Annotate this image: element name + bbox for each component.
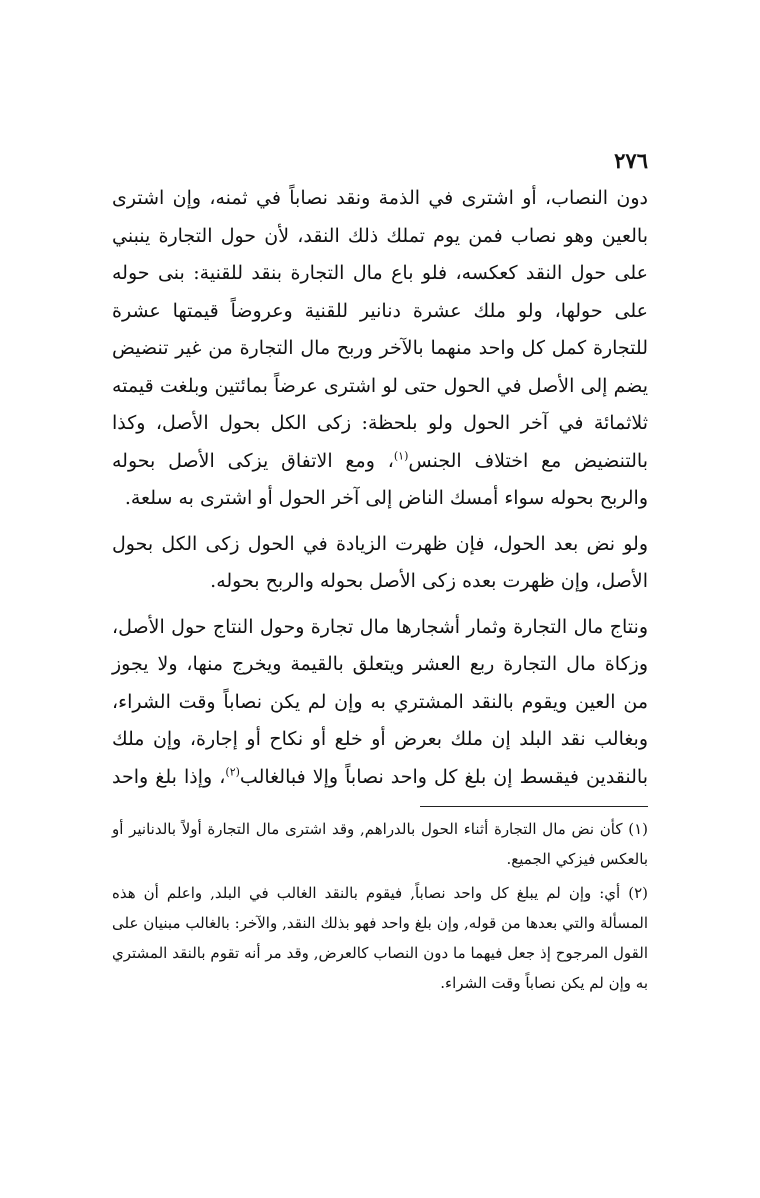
footnotes <box>112 814 648 1002</box>
footnote-2: (٢) أي: وإن لم يبلغ كل واحد نصاباً, فيقوم بالنقد الغالب في البلد, واعلم أن هذه المسألة والتي بعدها من قوله, وإن بلغ واحد فهو بذلك النقد, والآخر: بالغالب مبنيان على القول المرجوح إذ جعل فيهما ما دون النصاب كالعرض, وقد مر أنه تقوم بالنقد المشتري به وإن لم يكن نصاباً وقت الشراء. <box>112 884 648 992</box>
page-number: ٢٧٦ <box>614 148 648 173</box>
paragraph-1 <box>112 180 648 518</box>
paragraph-1-text-a: دون النصاب، أو اشترى في الذمة ونقد نصاباً في ثمنه، وإن اشترى بالعين وهو نصاب فمن يوم تملك ذلك النقد، لأن حول التجارة ينبني على حول النقد كعكسه، فلو باع مال التجارة بنقد للقنية: بنى حوله على حولها، ولو ملك عشرة دنانير للقنية وعروضاً قيمتها عشرة للتجارة كمل كل واحد منهما بالآخر وربح مال التجارة من غير تنضيض يضم إلى الأصل في الحول حتى لو اشترى عرضاً بمائتين وبلغت قيمته ثلاثمائة في آخر الحول ولو بلحظة: زكى الكل بحول الأصل، وكذا بالتنضيض مع اختلاف الجنس <box>112 187 648 472</box>
paragraph-1-text-b: ، ومع الاتفاق يزكى الأصل بحوله والربح بحوله سواء أمسك الناض إلى آخر الحول أو اشترى به سلعة. <box>112 449 648 509</box>
footnote-ref-1[interactable]: (١) <box>393 449 409 463</box>
paragraph-2: ولو نض بعد الحول، فإن ظهرت الزيادة في الحول زكى الكل بحول الأصل، وإن ظهرت بعده زكى الأصل بحوله والربح بحوله. <box>112 532 648 592</box>
paragraph-3 <box>112 609 648 797</box>
main-text <box>112 180 648 804</box>
footnote-ref-2[interactable]: (٢) <box>225 765 240 779</box>
paragraph-3-text-b: ، وإذا بلغ واحد <box>112 765 226 788</box>
footnote-1: (١) كأن نض مال التجارة أثناء الحول بالدراهم, وقد اشترى مال التجارة أولاً بالدنانير أو بالعكس فيزكي الجميع. <box>112 820 648 868</box>
footnote-divider <box>420 806 648 807</box>
paragraph-3-text-a: ونتاج مال التجارة وثمار أشجارها مال تجارة وحول النتاج حول الأصل، وزكاة مال التجارة ربع العشر ويتعلق بالقيمة ويخرج منها، ولا يجوز من العين ويقوم بالنقد المشتري به وإن لم يكن نصاباً وقت الشراء، وبغالب نقد البلد إن ملك بعرض أو خلع أو نكاح أو إجارة، وإن ملك بالنقدين فيقسط إن بلغ كل واحد نصاباً وإلا فبالغالب <box>112 615 648 788</box>
